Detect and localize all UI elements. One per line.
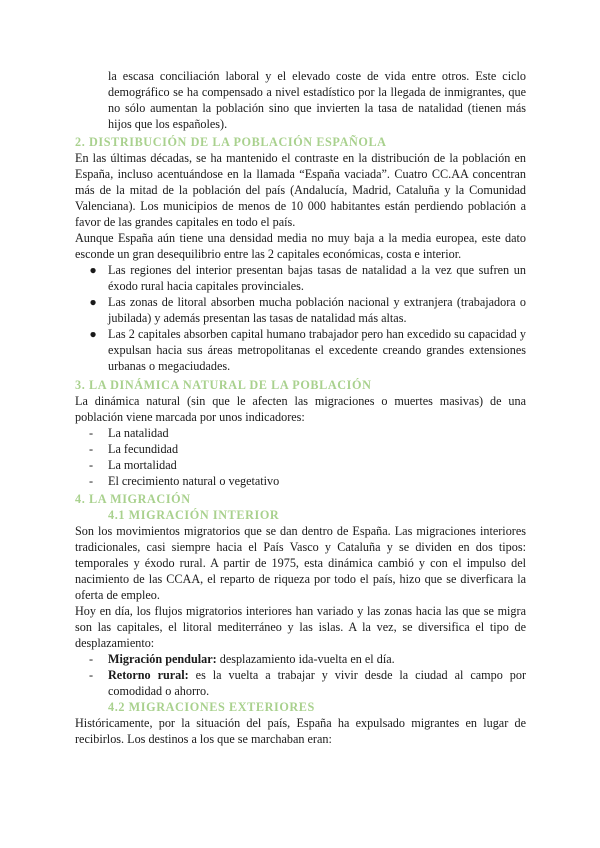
- section-4-1-heading: 4.1 MIGRACIÓN INTERIOR: [108, 508, 280, 522]
- section-3-dash-list: [75, 425, 526, 489]
- dash-icon: -: [89, 458, 94, 472]
- list-item: - La mortalidad: [89, 458, 177, 472]
- dash-icon: -: [89, 426, 94, 440]
- section-2-paragraph-1: En las últimas décadas, se ha mantenido el contraste en la distribución de la población en España, incluso acentuándose en la llamada “España vaciada”. Cuatro CC.AA concentran más de la mitad de la población del país (Andalucía, Madrid, Cataluña y la Comunidad Valenciana). Los municipios de menos de 10 000 habitantes están perdiendo población a favor de las grandes capitales en todo el país.: [75, 151, 526, 229]
- section-2: [75, 134, 526, 374]
- intro-continuation-block: [108, 68, 526, 132]
- term: Retorno rural:: [108, 668, 189, 682]
- section-2-paragraph-2: Aunque España aún tiene una densidad media no muy baja a la media europea, este dato esconde un gran desequilibrio entre las 2 capitales económicas, costa e interior.: [75, 231, 526, 261]
- list-item: - La natalidad: [89, 426, 169, 440]
- list-item: - La fecundidad: [89, 442, 179, 456]
- section-2-heading: 2. DISTRIBUCIÓN DE LA POBLACIÓN ESPAÑOLA: [75, 135, 387, 149]
- bullet-icon: ●: [89, 295, 97, 309]
- section-4-1-paragraph-1: Son los movimientos migratorios que se dan dentro de España. Las migraciones interiores tradicionales, casi siempre hacia el País Vasco y Cataluña y se dividen en dos tipos: temporales y éxodo rural. A partir de 1975, esta dinámica cambió y con el impulso del nacimiento de las CCAA, el reparto de riqueza por todo el país, hizo que se diverficara la oferta de empleo.: [75, 524, 526, 602]
- term: Migración pendular:: [108, 652, 217, 666]
- section-2-bullet-list: [75, 262, 526, 374]
- bullet-icon: ●: [89, 263, 97, 277]
- intro-continuation-text: la escasa conciliación laboral y el elevado coste de vida entre otros. Este ciclo demográfico se ha compensado a nivel estadístico por la llegada de inmigrantes, que no sólo aumentan la población sino que invierten la tasa de natalidad (tienen más hijos que los españoles).: [108, 69, 526, 131]
- list-item: - El crecimiento natural o vegetativo: [89, 474, 280, 488]
- section-3-paragraph: La dinámica natural (sin que le afecten las migraciones o muertes masivas) de una población viene marcada por unos indicadores:: [75, 394, 526, 424]
- section-4-2-paragraph: Históricamente, por la situación del país, España ha expulsado migrantes en lugar de recibirlos. Los destinos a los que se marchaban eran:: [75, 716, 526, 746]
- section-4: [75, 491, 526, 747]
- dash-icon: -: [89, 668, 94, 682]
- dash-icon: -: [89, 652, 94, 666]
- bullet-icon: ●: [89, 327, 97, 341]
- section-4-heading: 4. LA MIGRACIÓN: [75, 492, 191, 506]
- list-item: ● Las zonas de litoral absorben mucha población nacional y extranjera (trabajadora o jubilada) y además presentan las tasas de natalidad más altas.: [75, 294, 526, 326]
- list-item: - Retorno rural: es la vuelta a trabajar y vivir desde la ciudad al campo por comodidad o ahorro.: [89, 668, 526, 698]
- list-item: - Migración pendular: desplazamiento ida-vuelta en el día.: [89, 652, 395, 666]
- list-item: ● Las regiones del interior presentan bajas tasas de natalidad a la vez que sufren un éxodo rural hacia capitales provinciales.: [75, 262, 526, 294]
- list-item: ● Las 2 capitales absorben capital humano trabajador pero han excedido su capacidad y expulsan hacia sus áreas metropolitanas el excedente creando grandes extensiones urbanas o megaciudades.: [75, 326, 526, 374]
- dash-icon: -: [89, 442, 94, 456]
- section-4-1-dash-list: [75, 651, 526, 699]
- section-4-2-heading: 4.2 MIGRACIONES EXTERIORES: [108, 700, 315, 714]
- section-4-1-paragraph-2: Hoy en día, los flujos migratorios interiores han variado y las zonas hacia las que se migra son las capitales, el litoral mediterráneo y las islas. A la vez, se diversifica el tipo de desplazamiento:: [75, 604, 526, 650]
- section-3: [75, 377, 526, 489]
- dash-icon: -: [89, 474, 94, 488]
- section-3-heading: 3. LA DINÁMICA NATURAL DE LA POBLACIÓN: [75, 378, 372, 392]
